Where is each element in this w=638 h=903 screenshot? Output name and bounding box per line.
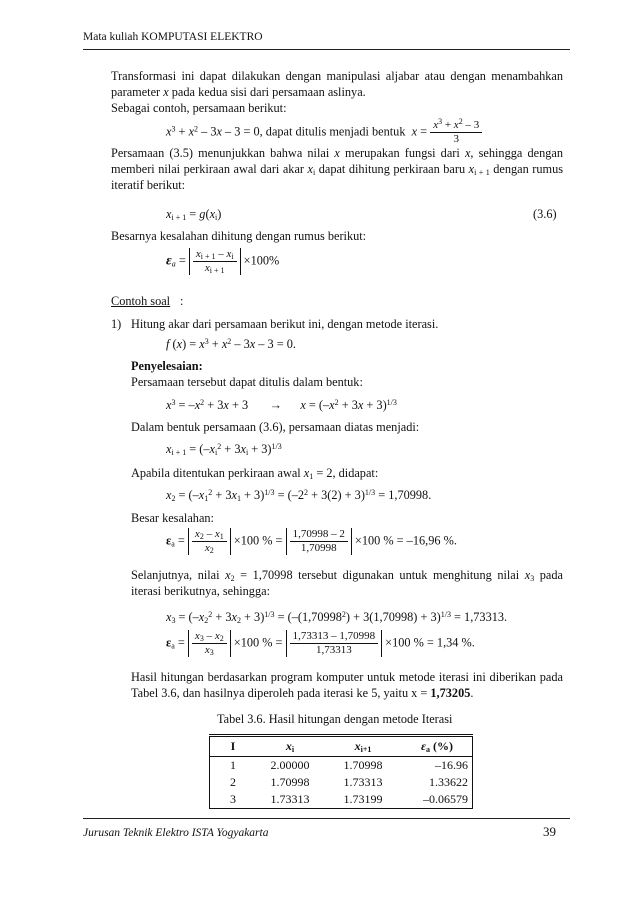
cell: 1 [230,758,236,772]
cell: 1.33622 [429,775,468,789]
table-row [210,791,473,809]
solution-title: Penyelesaian: [131,359,203,373]
header-cell-xi: $x_i$ [256,736,324,757]
error-formula: $\varepsilon_a$ = $\frac{x_{i + 1} - x_i}{x_{i + 1}}$ ×100% [166,248,280,275]
header-cell-xi1: $x_{i+1}$ [324,736,402,757]
solution-step-1: Persamaan tersebut dapat ditulis dalam bentuk: [131,375,363,389]
error-1-calculation: $\varepsilon_a$ = $\frac{x_2 - x_1}{x_2}$ ×100 % = $\frac{1,70998 - 2}{1,70998}$ ×100 % = –16,96 %. [166,528,457,555]
function-equation: f $(x) = x^3 + x^2 - 3x - 3 = 0$. [166,337,296,351]
cell: 1.73313 [343,775,383,789]
cell: –16.96 [435,758,468,772]
running-header: Mata kuliah KOMPUTASI ELEKTRO [83,31,263,43]
intro-paragraph-3: Persamaan (3.5) menunjukkan bahwa nilai x merupakan fungsi dari x, sehingga dengan memberi nilai perkiraan awal dari akar $x_i$ dapat dihitung perkiraan baru $x_{i + 1}$ dengan rumus iteratif berikut: [111,146,563,192]
example-equation: $x^3 + x^2 - 3x - 3 = 0$, dapat ditulis menjadi bentuk x = $\frac{x^3 + x^2 - 3}{3}$ [166,119,482,146]
cell: 3 [230,792,236,806]
cell: –0.06579 [423,792,468,806]
item-number: 1) [111,317,122,331]
solution-step-2: Dalam bentuk persamaan (3.6), persamaan diatas menjadi: [131,420,420,434]
x2-calculation: $x_2 = (-x_1^2 + 3x_1 + 3)^{1/3} = (-2^2 + 3(2) + 3)^{1/3} = 1,70998$. [166,488,432,503]
cell: 1.70998 [343,758,383,772]
page-number: 39 [543,824,556,839]
solution-step-6: Hasil hitungan berdasarkan program komputer untuk metode iterasi ini diberikan pada Tabel 3.6, dan hasilnya diperoleh pada iterasi ke 5, yaitu x = 1,73205. [131,670,563,700]
intro-paragraph-2: Sebagai contoh, persamaan berikut: [111,101,287,115]
equation-number: (3.6) [533,207,557,221]
footer-rule [83,818,570,819]
x3-calculation: $x_3 = (-x_2^2 + 3x_2 + 3)^{1/3} = (-(1,70998^2) + 3(1,70998) + 3)^{1/3} = 1,73313$. [166,610,508,625]
cell: 1.70998 [270,775,310,789]
cell: 1.73313 [270,792,310,806]
solution-step-4: Besar kesalahan: [131,511,214,525]
iteration-results-table [209,734,473,809]
rearranged-equation: $x^3 = -x^2 + 3x + 3$ → $x = (-x^2 + 3x + 3)^{1/3}$ [166,398,397,412]
iterative-formula: $x_{i + 1} = g(x_i)$ [166,207,222,222]
example-heading: Contoh soal [111,294,171,308]
header-cell-i: I [210,736,257,757]
intro-paragraph-1: Transformasi ini dapat dilakukan dengan manipulasi aljabar atau dengan menambahkan parameter x pada kedua sisi dari persamaan aslinya. [111,69,563,99]
header-rule [83,49,570,50]
cell: 2.00000 [270,758,310,772]
table-row [210,757,473,775]
footer-institution: Jurusan Teknik Elektro ISTA Yogyakarta [83,827,269,839]
cell: 2 [230,775,236,789]
solution-step-3: Apabila ditentukan perkiraan awal $x_1 = 2$, didapat: [131,466,379,481]
solution-step-5: Selanjutnya, nilai $x_2 = 1,70998$ tersebut digunakan untuk menghitung nilai $x_3$ pada iterasi berikutnya, sehingga: [131,568,563,598]
error-2-calculation: $\varepsilon_a$ = $\frac{x_3 - x_2}{x_3}$ ×100 % = $\frac{1,73313 - 1,70998}{1,73313}$ ×100 % = 1,34 %. [166,630,475,657]
table-caption: Tabel 3.6. Hasil hitungan dengan metode Iterasi [217,712,453,726]
question-text: Hitung akar dari persamaan berikut ini, dengan metode iterasi. [131,317,439,331]
header-cell-error: $\varepsilon_a$ (%) [402,736,473,757]
cell: 1.73199 [343,792,383,806]
intro-paragraph-4: Besarnya kesalahan dihitung dengan rumus berikut: [111,229,367,243]
table-row [210,774,473,791]
table-header-row [210,736,473,757]
iteration-equation: $x_{i + 1} = (-x_i^2 + 3x_i + 3)^{1/3}$ [166,442,282,457]
example-heading-colon: : [180,294,184,308]
